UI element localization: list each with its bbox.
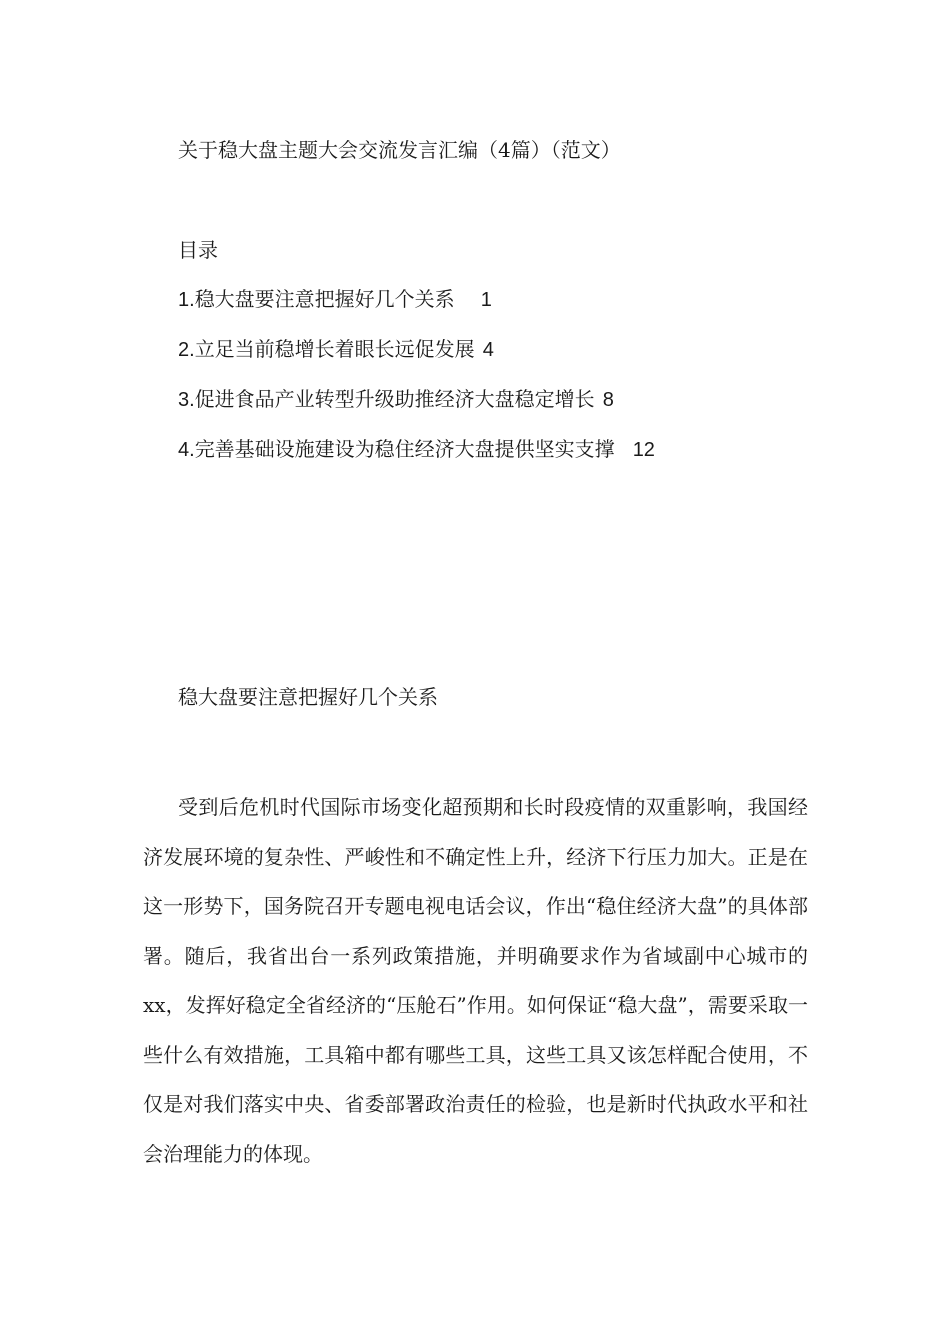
toc-heading: 目录 (178, 238, 218, 262)
toc-item-number: 2. (178, 339, 195, 361)
toc-item[interactable] (178, 284, 778, 334)
toc-item-page: 4 (482, 339, 494, 361)
table-of-contents (178, 284, 778, 484)
toc-item-text: 促进食品产业转型升级助推经济大盘稳定增长 (194, 387, 595, 411)
toc-item[interactable] (178, 384, 778, 434)
toc-item-text: 完善基础设施建设为稳住经济大盘提供坚实支撑 (194, 437, 615, 461)
toc-item-number: 4. (178, 439, 195, 461)
toc-item-text: 稳大盘要注意把握好几个关系 (194, 287, 455, 311)
toc-item-text: 立足当前稳增长着眼长远促发展 (194, 337, 475, 361)
section-title: 稳大盘要注意把握好几个关系 (178, 685, 438, 709)
toc-item-number: 3. (178, 389, 195, 411)
toc-item[interactable] (178, 434, 778, 484)
toc-item-page: 1 (480, 289, 492, 311)
toc-item-page: 12 (632, 439, 655, 461)
toc-item-number: 1. (178, 289, 195, 311)
toc-item[interactable] (178, 334, 778, 384)
document-title: 关于稳大盘主题大会交流发言汇编（4篇）（范文） (178, 138, 621, 162)
body-paragraph: 受到后危机时代国际市场变化超预期和长时段疫情的双重影响，我国经济发展环境的复杂性、严峻性和不确定性上升，经济下行压力加大。正是在这一形势下，国务院召开专题电视电话会议，作出“稳住经济大盘”的具体部署。随后，我省出台一系列政策措施，并明确要求作为省域副中心城市的xx，发挥好稳定全省经济的“压舱石”作用。如何保证“稳大盘”，需要采取一些什么有效措施，工具箱中都有哪些工具，这些工具又该怎样配合使用，不仅是对我们落实中央、省委部署政治责任的检验，也是新时代执政水平和社会治理能力的体现。 (143, 795, 808, 1166)
toc-item-page: 8 (602, 389, 614, 411)
